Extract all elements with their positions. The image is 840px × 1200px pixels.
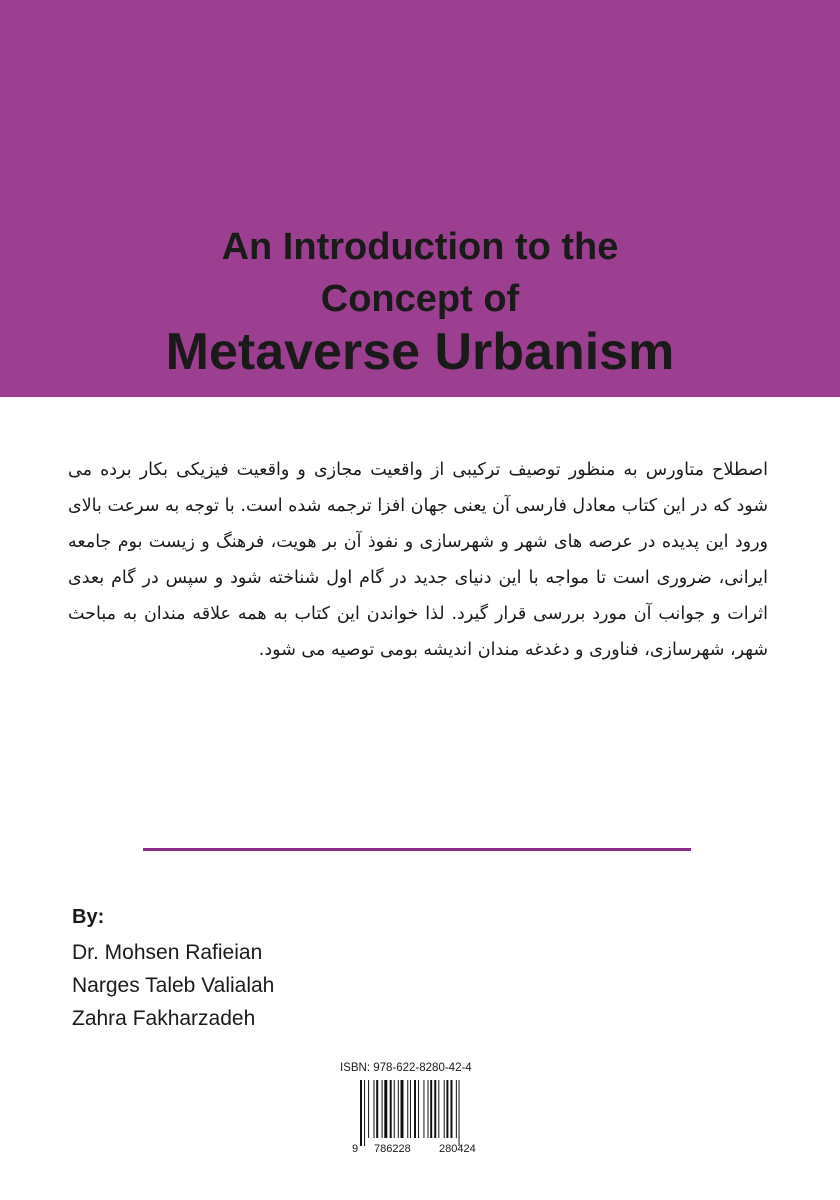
barcode-bar (382, 1080, 383, 1138)
book-title-line-3: Metaverse Urbanism (165, 323, 675, 381)
author-name: Narges Taleb Valialah (72, 974, 275, 997)
author-name: Zahra Fakharzadeh (72, 1007, 256, 1030)
barcode-bar (410, 1080, 411, 1138)
barcode-bar (444, 1080, 445, 1138)
title-banner (0, 0, 840, 397)
barcode-bar (407, 1080, 408, 1138)
barcode-bar (376, 1080, 378, 1138)
barcode-bar (446, 1080, 448, 1138)
barcode-digit-group-1: 786228 (374, 1143, 411, 1155)
barcode-bar (364, 1080, 365, 1146)
barcode-bar (394, 1080, 395, 1138)
author-list (72, 936, 274, 1035)
barcode-bar (401, 1080, 404, 1138)
barcode-bar (430, 1080, 432, 1138)
barcode-bar (438, 1080, 439, 1138)
barcode-bar (434, 1080, 436, 1138)
barcode-bar (459, 1080, 460, 1146)
barcode-bar (450, 1080, 452, 1138)
book-description: اصطلاح متاورس به منظور توصیف ترکیبی از واقعیت مجازی و واقعیت فیزیکی بکار برده می شود که در این کتاب معادل فارسی آن یعنی جهان افزا ترجمه شده است. با توجه به سرعت بالای ورود این پدیده در عرصه های شهر و شهرسازی و نفوذ آن بر هویت، فرهنگ و زیست بوم جامعه ایرانی، ضروری است تا مواجه با این دنیای جدید در گام اول شناخته شود و سپس در گام بعدی اثرات و جوانب آن مورد بررسی قرار گیرد. لذا خواندن این کتاب به همه علاقه مندان به مباحث شهر، شهرسازی، فناوری و دغدغه مندان اندیشه بومی توصیه می شود. (68, 460, 768, 660)
barcode-bar (390, 1080, 392, 1138)
barcode-bar (418, 1080, 419, 1138)
barcode-bar (360, 1080, 362, 1146)
barcode-digit-first: 9 (352, 1143, 359, 1155)
barcode-bar (456, 1080, 457, 1138)
book-title-line-2: Concept of (320, 278, 520, 320)
barcode-icon (340, 1080, 500, 1150)
barcode-bar (423, 1080, 424, 1138)
barcode-bar (428, 1080, 429, 1138)
barcode-bar (368, 1080, 369, 1138)
section-divider (143, 848, 691, 851)
barcode-digit-group-2: 280424 (439, 1143, 476, 1155)
isbn-label: ISBN: 978-622-8280-42-4 (340, 1062, 472, 1074)
by-label: By: (72, 906, 105, 928)
barcode-bar (374, 1080, 375, 1138)
barcode-bar (398, 1080, 399, 1138)
barcode-bar (384, 1080, 387, 1138)
book-title-line-1: An Introduction to the (221, 226, 619, 268)
author-name: Dr. Mohsen Rafieian (72, 941, 263, 964)
barcode-bar (414, 1080, 416, 1138)
